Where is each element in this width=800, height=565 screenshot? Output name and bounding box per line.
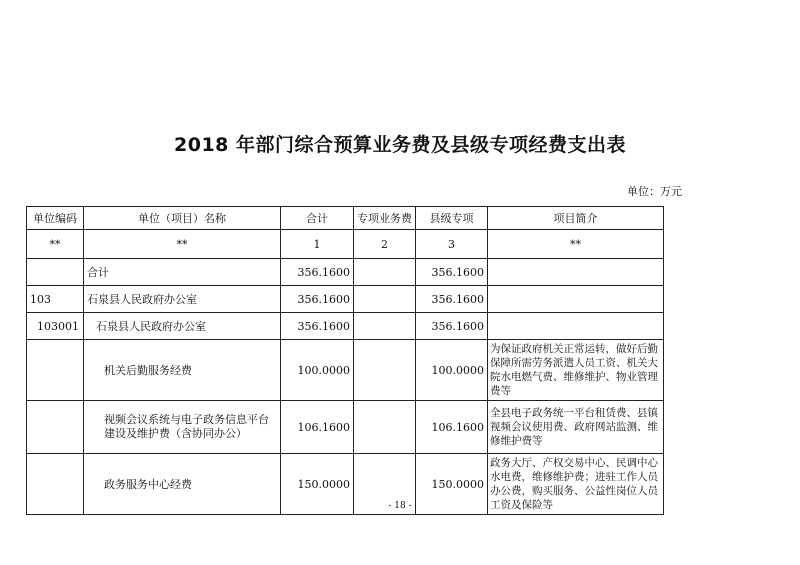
cell-name: 机关后勤服务经费 xyxy=(84,340,281,401)
page-title: 2018 年部门综合预算业务费及县级专项经费支出表 xyxy=(174,134,626,156)
cell-county-special: 356.1600 xyxy=(416,259,488,286)
budget-table xyxy=(26,206,664,515)
header-name: 单位（项目）名称 xyxy=(84,207,281,230)
index-cell: ** xyxy=(488,230,664,259)
cell-special-business xyxy=(354,286,416,313)
cell-code xyxy=(27,340,84,401)
cell-total: 150.0000 xyxy=(281,454,354,515)
header-code: 单位编码 xyxy=(27,207,84,230)
header-special-business: 专项业务费 xyxy=(354,207,416,230)
index-row xyxy=(27,230,664,259)
cell-description: 为保证政府机关正常运转，做好后勤保障所需劳务派遣人员工资、机关大院水电燃气费、维修维护、物业管理费等 xyxy=(488,340,664,401)
table-row xyxy=(27,313,664,340)
cell-county-special: 356.1600 xyxy=(416,313,488,340)
cell-county-special: 150.0000 xyxy=(416,454,488,515)
index-cell: ** xyxy=(84,230,281,259)
table-row xyxy=(27,286,664,313)
index-cell: 2 xyxy=(354,230,416,259)
cell-total: 356.1600 xyxy=(281,259,354,286)
cell-name: 合计 xyxy=(84,259,281,286)
cell-special-business xyxy=(354,340,416,401)
cell-county-special: 106.1600 xyxy=(416,401,488,454)
header-description: 项目简介 xyxy=(488,207,664,230)
cell-total: 100.0000 xyxy=(281,340,354,401)
cell-code: 103 xyxy=(27,286,84,313)
cell-name: 视频会议系统与电子政务信息平台建设及维护费（含协同办公） xyxy=(84,401,281,454)
table-row xyxy=(27,340,664,401)
cell-description: 全县电子政务统一平台租赁费、县镇视频会议使用费、政府网站监测、维修维护费等 xyxy=(488,401,664,454)
cell-name: 石泉县人民政府办公室 xyxy=(84,313,281,340)
table-row xyxy=(27,401,664,454)
unit-label: 单位：万元 xyxy=(627,185,682,198)
cell-name: 石泉县人民政府办公室 xyxy=(84,286,281,313)
cell-total: 356.1600 xyxy=(281,313,354,340)
cell-code xyxy=(27,401,84,454)
cell-special-business xyxy=(354,313,416,340)
cell-county-special: 100.0000 xyxy=(416,340,488,401)
index-cell: 3 xyxy=(416,230,488,259)
cell-description xyxy=(488,313,664,340)
header-total: 合计 xyxy=(281,207,354,230)
cell-description xyxy=(488,259,664,286)
cell-name: 政务服务中心经费 xyxy=(84,454,281,515)
header-county-special: 县级专项 xyxy=(416,207,488,230)
page-number: - 18 - xyxy=(388,501,412,511)
cell-county-special: 356.1600 xyxy=(416,286,488,313)
header-row xyxy=(27,207,664,230)
cell-special-business xyxy=(354,401,416,454)
cell-code xyxy=(27,259,84,286)
cell-total: 356.1600 xyxy=(281,286,354,313)
index-cell: 1 xyxy=(281,230,354,259)
cell-special-business xyxy=(354,259,416,286)
cell-description xyxy=(488,286,664,313)
cell-description: 政务大厅、产权交易中心、民调中心水电费，维修维护费；进驻工作人员办公费，购买服务、公益性岗位人员工资及保险等 xyxy=(488,454,664,515)
table-row xyxy=(27,259,664,286)
index-cell: ** xyxy=(27,230,84,259)
cell-total: 106.1600 xyxy=(281,401,354,454)
cell-code: 103001 xyxy=(27,313,84,340)
